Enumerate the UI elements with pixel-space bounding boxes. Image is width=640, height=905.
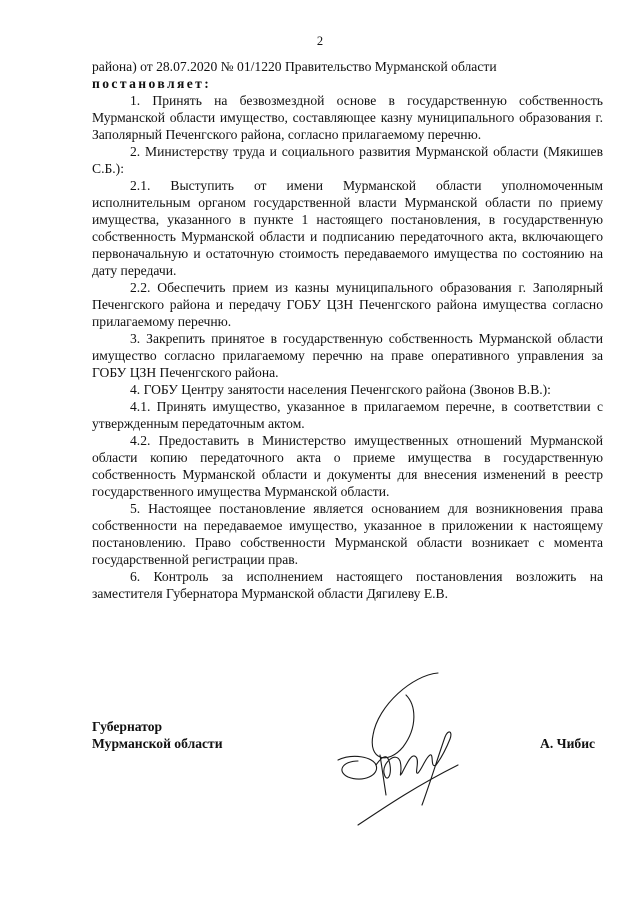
paragraph-2: 2. Министерству труда и социального развития Мурманской области (Мякишев С.Б.): (92, 144, 603, 176)
paragraph-1: 1. Принять на безвозмездной основе в государственную собственность Мурманской области имущество, составляющее казну муниципального образования г. Заполярный Печенгского района, согласно прилагаемому перечню. (92, 93, 603, 142)
resolves-heading: постановляет: (92, 76, 212, 91)
signer-name: А. Чибис (540, 736, 596, 751)
paragraph-4-2: 4.2. Предоставить в Министерство имущественных отношений Мурманской области копию передаточного акта о приеме имущества в государственную собственность Мурманской области и документы для внесения изменений в реестр государственного имущества Мурманской области. (92, 433, 603, 499)
page-number: 2 (316, 34, 324, 48)
paragraph-6: 6. Контроль за исполнением настоящего постановления возложить на заместителя Губернатора Мурманской области Дягилеву Е.В. (92, 569, 603, 601)
resolution-body (92, 58, 603, 602)
signatory-position (92, 718, 223, 752)
paragraph-4-1: 4.1. Принять имущество, указанное в прилагаемом перечне, в соответствии с утвержденным передаточным актом. (92, 399, 603, 431)
paragraph-4: 4. ГОБУ Центру занятости населения Печенгского района (Звонов В.В.): (130, 382, 551, 397)
paragraph-3: 3. Закрепить принятое в государственную собственность Мурманской области имущество согласно прилагаемому перечню на праве оперативного управления за ГОБУ ЦЗН Печенгского района. (92, 331, 603, 380)
position-line-1: Губернатор (92, 719, 163, 734)
paragraph-5: 5. Настоящее постановление является основанием для возникновения права собственности на передаваемое имущество, указанное в приложении к настоящему постановлению. Право собственности Мурманской области возникает с момента государственной регистрации прав. (92, 501, 603, 567)
position-line-2: Мурманской области (92, 736, 223, 751)
paragraph-2-1: 2.1. Выступить от имени Мурманской области уполномоченным исполнительным органом государственной власти Мурманской области по приему имущества, указанного в пункте 1 настоящего постановления, в государственную собственность Мурманской области и подписанию передаточного акта, включающего первоначальную и остаточную стоимость передаваемого имущества по состоянию на дату передачи. (92, 178, 603, 278)
preamble-continuation: района) от 28.07.2020 № 01/1220 Правительство Мурманской области (92, 59, 497, 74)
handwritten-signature (318, 665, 478, 840)
paragraph-2-2: 2.2. Обеспечить прием из казны муниципального образования г. Заполярный Печенгского района и передачу ГОБУ ЦЗН Печенгского района имущества согласно прилагаемому перечню. (92, 280, 603, 329)
